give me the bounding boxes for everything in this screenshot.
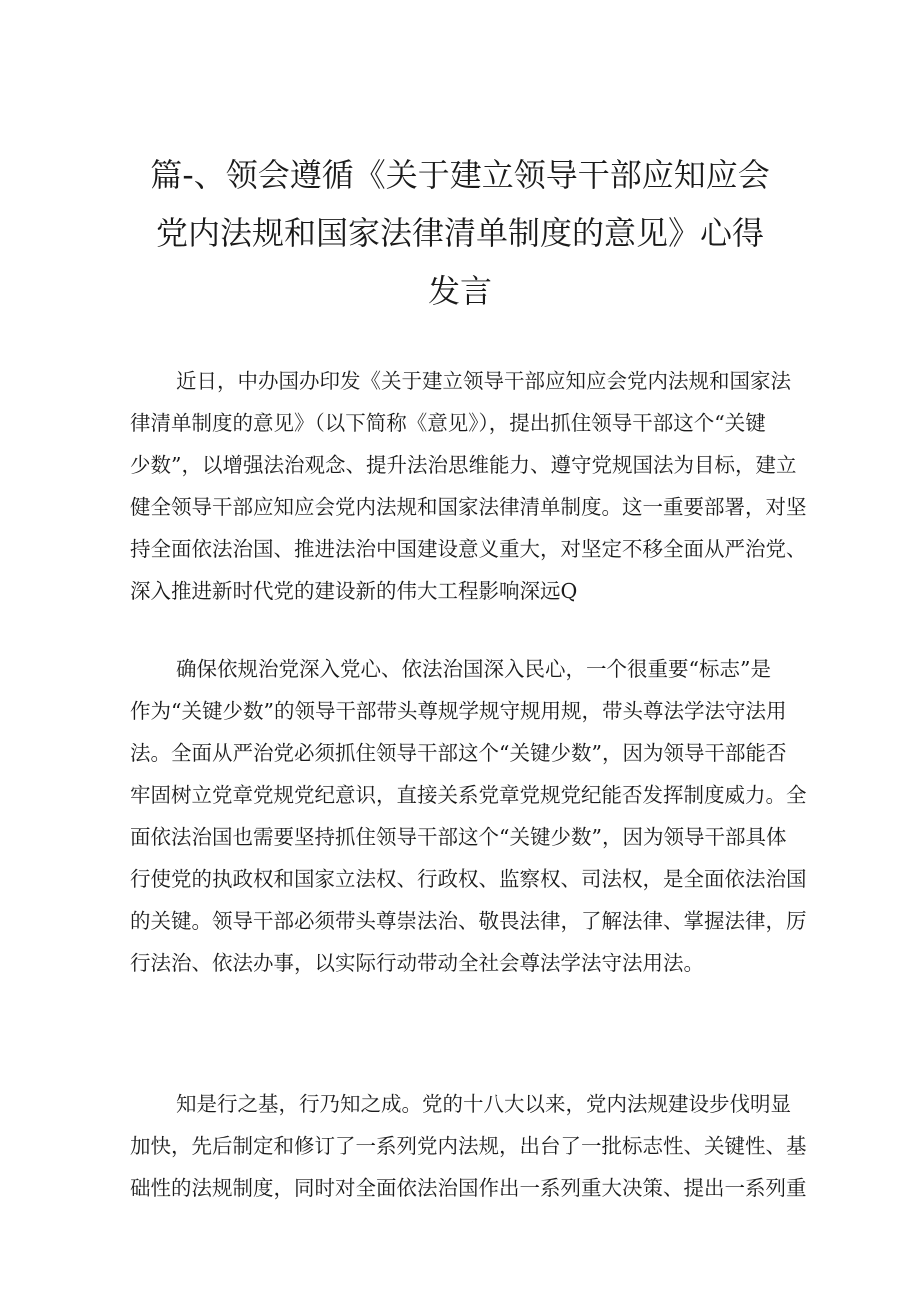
- paragraph-line: 的关键。领导干部必须带头尊崇法治、敬畏法律，了解法律、掌握法律，厉: [130, 909, 807, 933]
- paragraph-line: 行使党的执政权和国家立法权、行政权、监察权、司法权，是全面依法治国: [130, 867, 807, 891]
- title-line-3: 发言: [427, 272, 492, 310]
- title-line-2: 党内法规和国家法律清单制度的意见》心得: [155, 214, 764, 252]
- paragraph-line: 牢固树立党章党规党纪意识，直接关系党章党规党纪能否发挥制度威力。全: [130, 783, 807, 807]
- paragraph-line: 行法治、依法办事，以实际行动带动全社会尊法学法守法用法。: [130, 951, 704, 975]
- paragraph-line: 持全面依法治国、推进法治中国建设意义重大，对坚定不移全面从严治党、: [130, 537, 807, 561]
- paragraph-line: 加快，先后制定和修订了一系列党内法规，出台了一批标志性、关键性、基: [130, 1134, 807, 1158]
- paragraph-line: 面依法治国也需要坚持抓住领导干部这个“关键少数”，因为领导干部具体: [130, 825, 787, 849]
- document-title: [120, 146, 800, 320]
- title-line-1: 篇-、领会遵循《关于建立领导干部应知应会: [150, 156, 770, 194]
- paragraph-1: [130, 360, 807, 612]
- paragraph-line: 少数”，以增强法治观念、提升法治思维能力、遵守党规国法为目标，建立: [130, 453, 797, 477]
- paragraph-2: [130, 648, 807, 984]
- paragraph-line: 作为“关键少数”的领导干部带头尊规学规守规用规，带头尊法学法守法用: [130, 699, 787, 723]
- paragraph-line: 健全领导干部应知应会党内法规和国家法律清单制度。这一重要部署，对坚: [130, 495, 807, 519]
- paragraph-line: 法。全面从严治党必须抓住领导干部这个“关键少数”，因为领导干部能否: [130, 741, 787, 765]
- paragraph-line: 知是行之基，行乃知之成。党的十八大以来，党内法规建设步伐明显: [176, 1092, 791, 1116]
- paragraph-3: [130, 1083, 807, 1209]
- paragraph-line: 律清单制度的意见》（以下简称《意见》），提出抓住领导干部这个“关键: [130, 411, 766, 435]
- paragraph-line: 础性的法规制度，同时对全面依法治国作出一系列重大决策、提出一系列重: [130, 1176, 807, 1200]
- paragraph-line: 确保依规治党深入党心、依法治国深入民心，一个很重要“标志”是: [176, 657, 771, 681]
- paragraph-line: 近日，中办国办印发《关于建立领导干部应知应会党内法规和国家法: [176, 369, 791, 393]
- paragraph-line: 深入推进新时代党的建设新的伟大工程影响深远Q: [130, 579, 578, 603]
